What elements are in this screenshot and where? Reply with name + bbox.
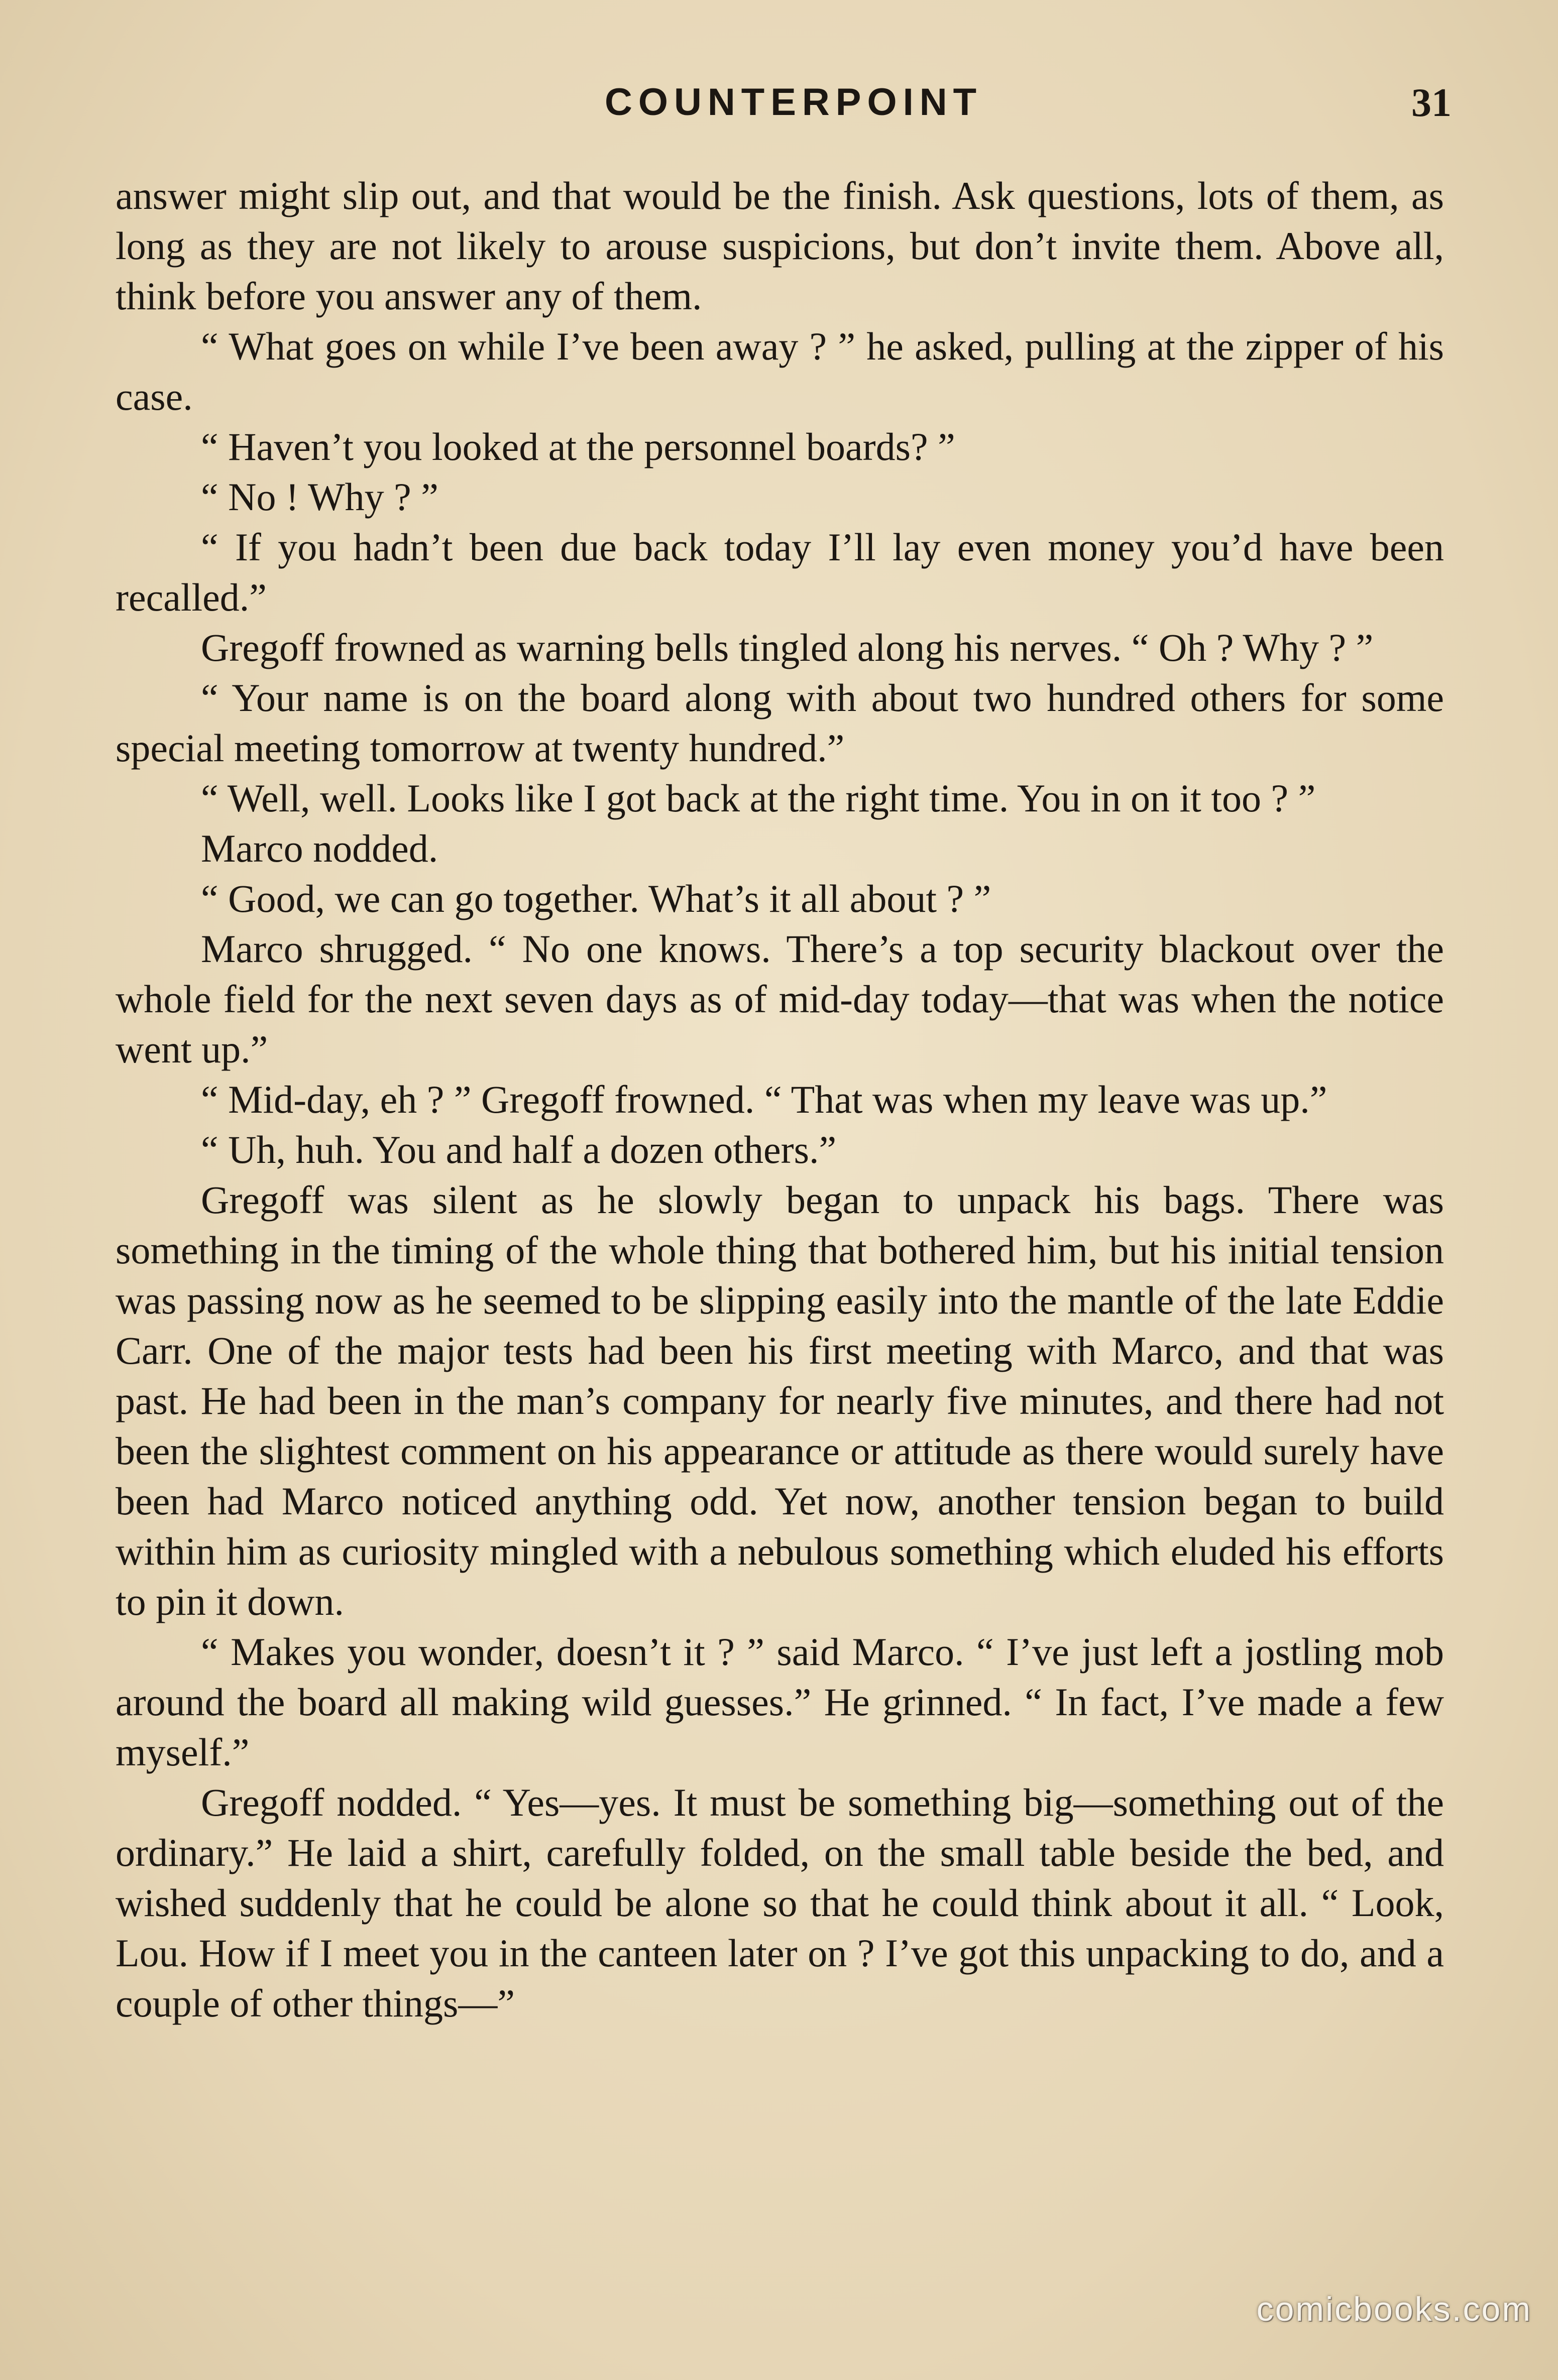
paragraph: Gregoff frowned as warning bells tingled along his nerves. “ Oh ? Why ? ” xyxy=(201,626,1374,669)
paragraph: Marco nodded. xyxy=(201,826,438,870)
paragraph: “ Your name is on the board along with about two hundred others for some special meeting tomorrow at twenty hundred.” xyxy=(116,676,1444,770)
paragraph: Gregoff was silent as he slowly began to unpack his bags. There was something in the timing of the whole thing that bothered him, but his initial tension was passing now as he seemed to be slipping easily into the mantle of the late Eddie Carr. One of the major tests had been his first meeting with Marco, and that was past. He had been in the man’s company for nearly five minutes, and there had not been the slightest comment on his appearance or attitude as there would surely have been had Marco noticed anything odd. Yet now, another tension began to build within him as curiosity mingled with a nebulous something which eluded his efforts to pin it down. xyxy=(116,1178,1444,1623)
paragraph: “ Makes you wonder, doesn’t it ? ” said Marco. “ I’ve just left a jostling mob around the board all making wild guesses.” He grinned. “ In fact, I’ve made a few myself.” xyxy=(116,1630,1444,1774)
page-number: 31 xyxy=(1411,81,1452,125)
paragraph: “ Haven’t you looked at the personnel boards? ” xyxy=(201,425,955,468)
paragraph: Marco shrugged. “ No one knows. There’s a top security blackout over the whole field for the next seven days as of mid-day today—that was when the notice went up.” xyxy=(116,927,1444,1071)
paragraph: “ What goes on while I’ve been away ? ” he asked, pulling at the zipper of his case. xyxy=(116,324,1444,418)
paragraph: “ No ! Why ? ” xyxy=(201,475,438,519)
paragraph: answer might slip out, and that would be the finish. Ask questions, lots of them, as long as they are not likely to arouse suspicions, but don’t invite them. Above all, think before you answer any of them. xyxy=(116,174,1444,318)
paragraph: “ If you hadn’t been due back today I’ll lay even money you’d have been recalled.” xyxy=(116,525,1444,619)
paragraph: “ Good, we can go together. What’s it all about ? ” xyxy=(201,877,991,920)
paragraph: “ Uh, huh. You and half a dozen others.” xyxy=(201,1128,837,1171)
page-header xyxy=(0,80,1558,136)
paragraph: “ Mid-day, eh ? ” Gregoff frowned. “ That was when my leave was up.” xyxy=(201,1078,1327,1121)
site-watermark: comicbooks.com xyxy=(1256,2290,1532,2328)
running-title: COUNTERPOINT xyxy=(605,81,982,124)
paragraph: Gregoff nodded. “ Yes—yes. It must be something big—something out of the ordinary.” He laid a shirt, carefully folded, on the small table beside the bed, and wished suddenly that he could be alone so that he could think about it all. “ Look, Lou. How if I meet you in the canteen later on ? I’ve got this unpacking to do, and a couple of other things—” xyxy=(116,1780,1444,2025)
paragraph: “ Well, well. Looks like I got back at the right time. You in on it too ? ” xyxy=(201,776,1316,820)
body-text xyxy=(116,171,1444,2029)
